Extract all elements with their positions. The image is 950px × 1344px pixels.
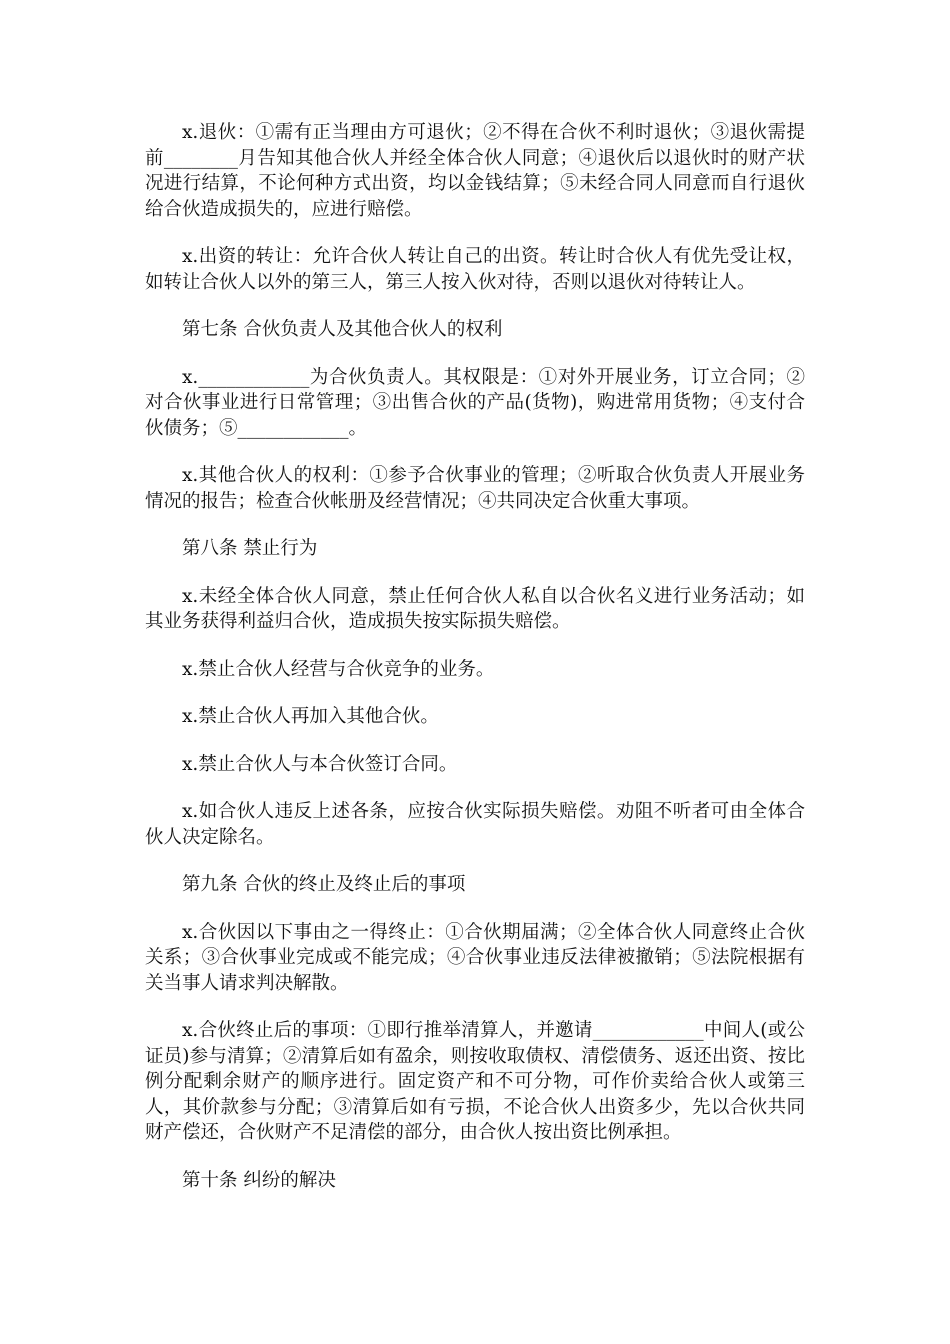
clause-capital-transfer: x.出资的转让：允许合伙人转让自己的出资。转让时合伙人有优先受让权，如转让合伙人以外的第三人，第三人按入伙对待，否则以退伙对待转让人。: [145, 246, 805, 293]
clause-post-termination: x.合伙终止后的事项：①即行推举清算人，并邀请____________中间人(或公证员)参与清算；②清算后如有盈余，则按收取债权、清偿债务、返还出资、按比例分配剩余财产的顺序进行。固定资产和不可分物，可作价卖给合伙人或第三人，其价款参与分配；③清算后如有亏损，不论合伙人出资多少，先以合伙共同财产偿还，合伙财产不足清偿的部分，由合伙人按出资比例承担。: [145, 1020, 805, 1143]
clause-no-other-partnership: x.禁止合伙人再加入其他合伙。: [182, 706, 439, 727]
document-page: [145, 120, 805, 1215]
clause-no-self-contract: x.禁止合伙人与本合伙签订合同。: [182, 753, 458, 775]
clause-other-partner-rights: x.其他合伙人的权利：①参予合伙事业的管理；②听取合伙负责人开展业务情况的报告；检查合伙帐册及经营情况；④共同决定合伙重大事项。: [145, 465, 805, 512]
article-8-heading: 第八条 禁止行为: [182, 538, 318, 559]
clause-termination-causes: x.合伙因以下事由之一得终止：①合伙期届满；②全体合伙人同意终止合伙关系；③合伙事业完成或不能完成；④合伙事业违反法律被撤销；⑤法院根据有关当事人请求判决解散。: [145, 921, 805, 994]
clause-withdrawal: x.退伙：①需有正当理由方可退伙；②不得在合伙不利时退伙；③退伙需提前________月告知其他合伙人并经全体合伙人同意；④退伙后以退伙时的财产状况进行结算，不论何种方式出资，均以金钱结算；⑤未经合同人同意而自行退伙给合伙造成损失的，应进行赔偿。: [145, 122, 805, 220]
clause-no-competition: x.禁止合伙人经营与合伙竞争的业务。: [182, 658, 495, 680]
article-7-heading: 第七条 合伙负责人及其他合伙人的权利: [182, 319, 503, 340]
clause-violation-penalty: x.如合伙人违反上述各条，应按合伙实际损失赔偿。劝阻不听者可由全体合伙人决定除名。: [145, 801, 805, 848]
clause-partnership-manager: x.____________为合伙负责人。其权限是：①对外开展业务，订立合同；②对合伙事业进行日常管理；③出售合伙的产品(货物)，购进常用货物；④支付合伙债务；⑤____________。: [145, 366, 805, 439]
article-9-heading: 第九条 合伙的终止及终止后的事项: [182, 874, 466, 895]
article-10-heading: 第十条 纠纷的解决: [182, 1169, 336, 1191]
clause-unauthorized-business: x.未经全体合伙人同意，禁止任何合伙人私自以合伙名义进行业务活动；如其业务获得利益归合伙，造成损失按实际损失赔偿。: [145, 585, 805, 632]
